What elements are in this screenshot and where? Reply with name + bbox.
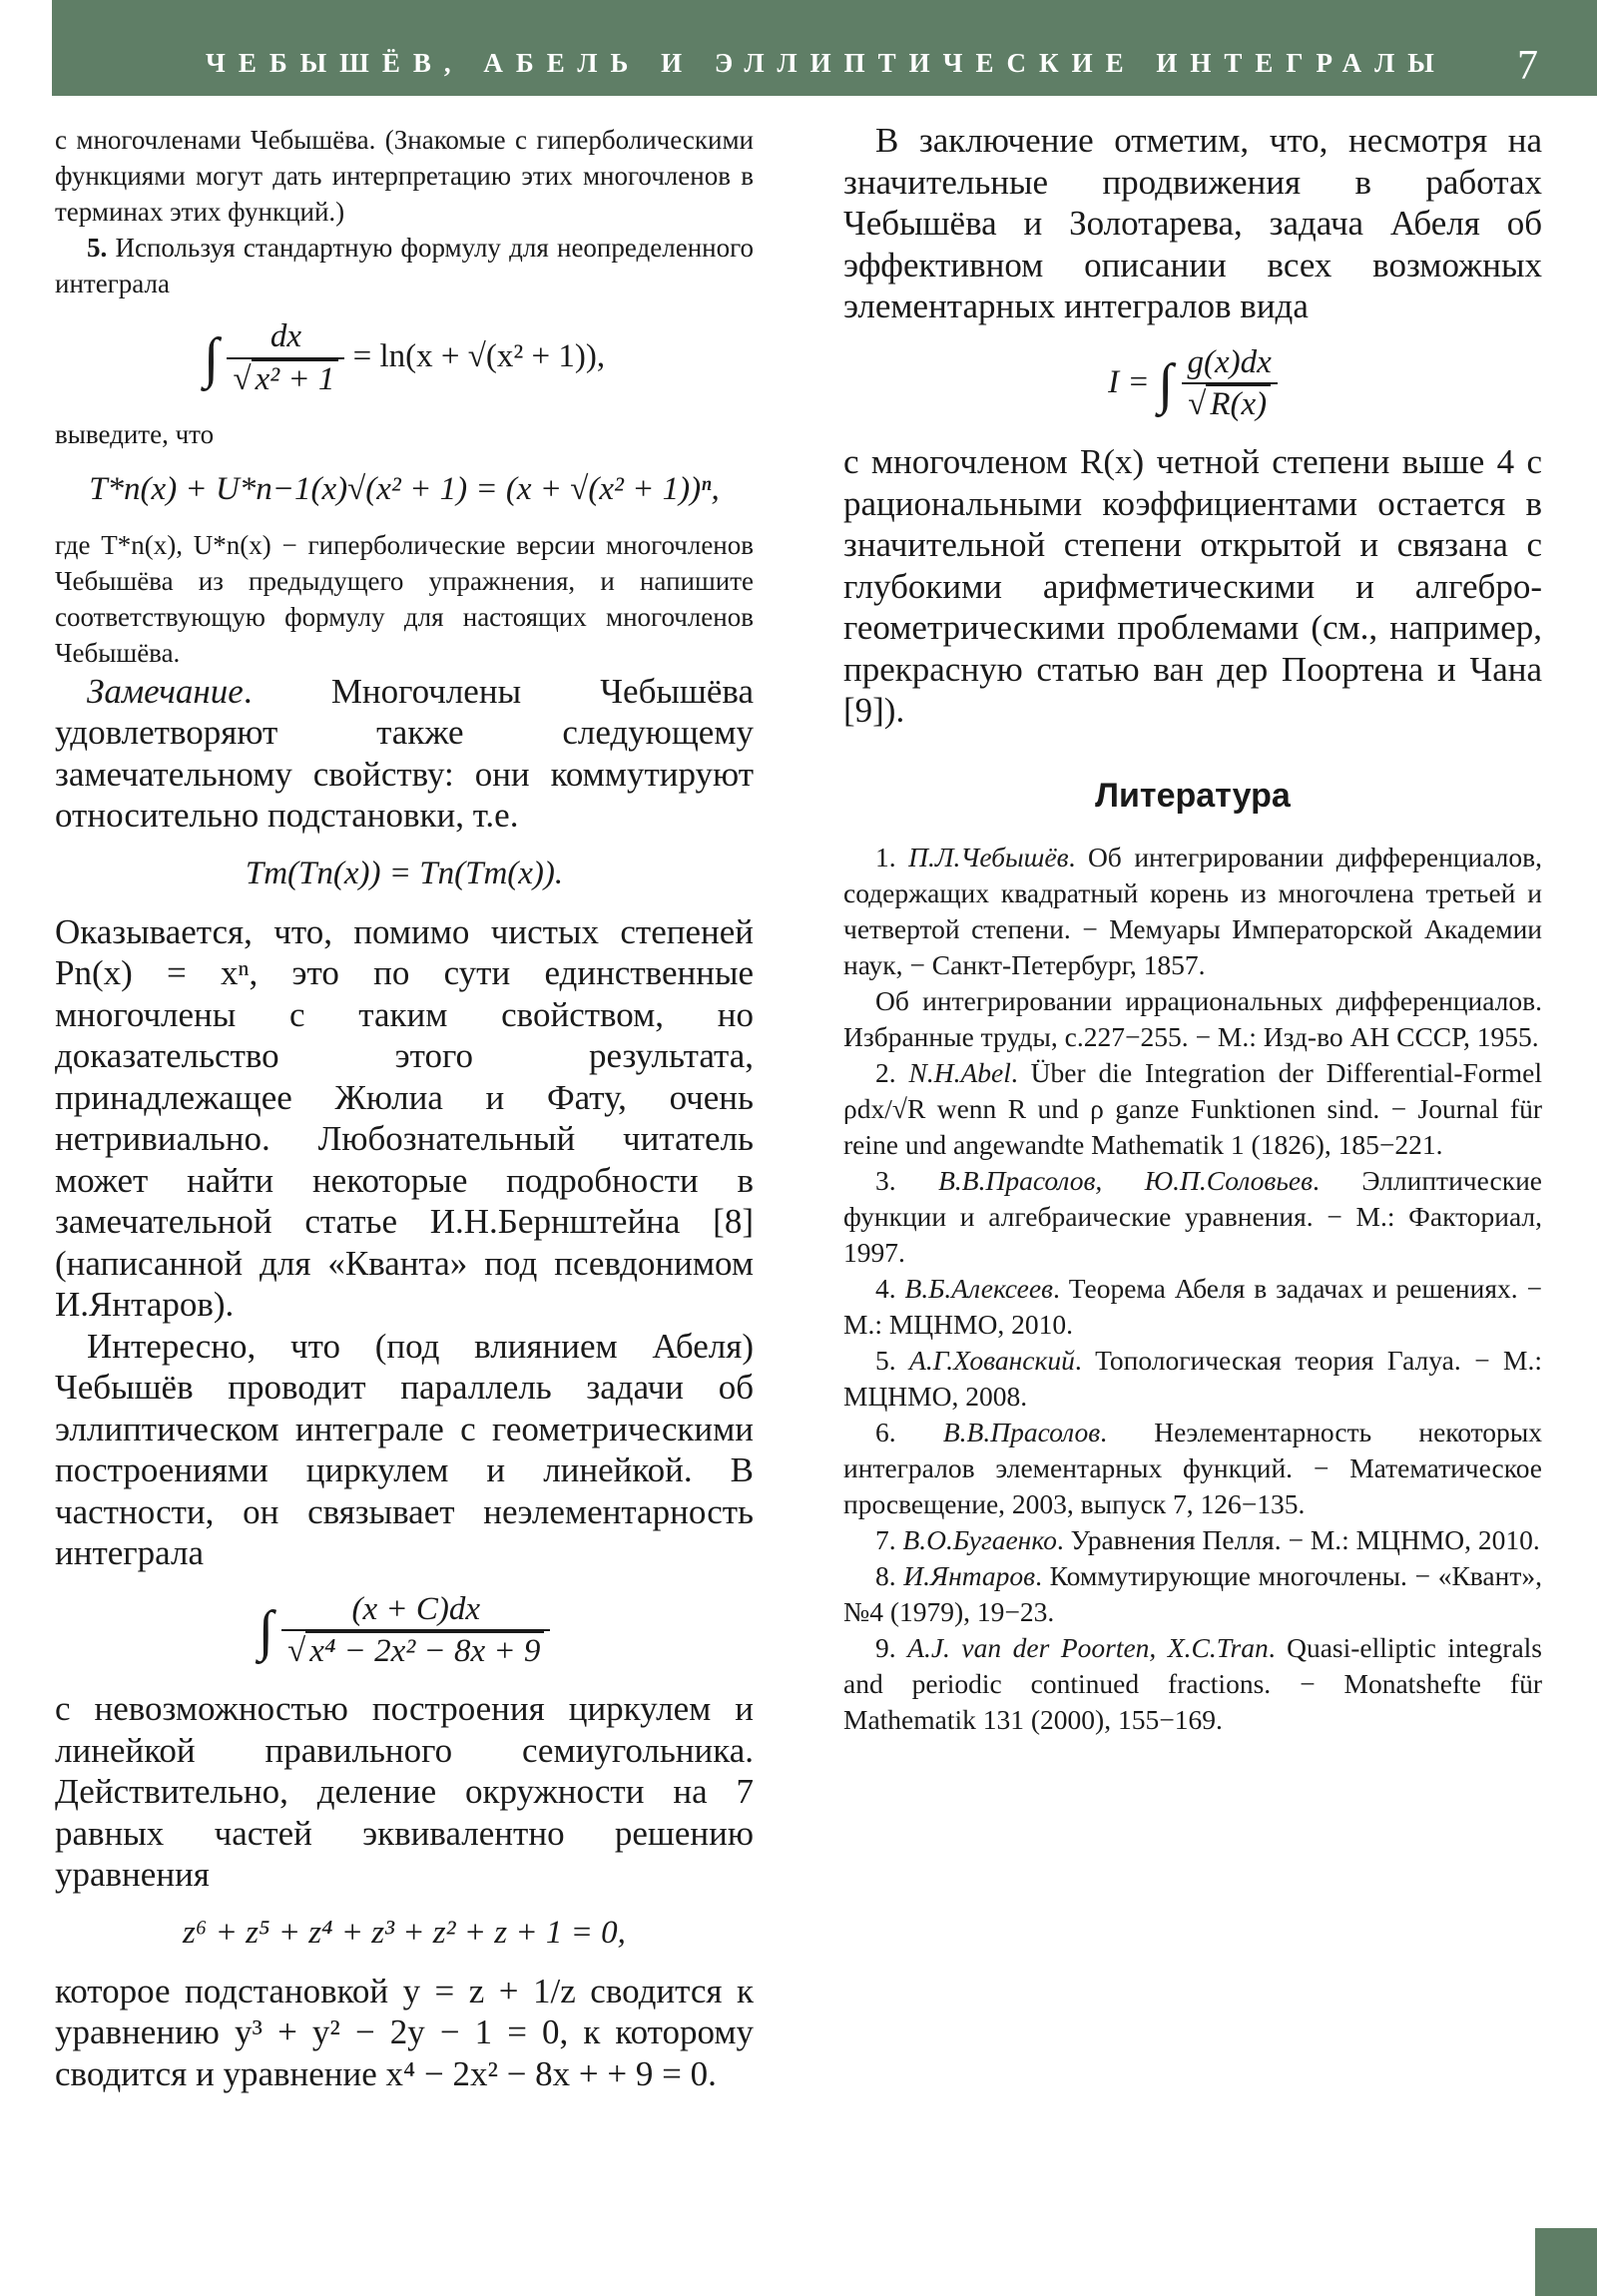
paragraph: выведите, что <box>55 418 215 449</box>
numerator: g(x)dx <box>1182 343 1278 385</box>
integral-sign: ∫ <box>1157 352 1174 415</box>
paragraph: где T*n(x), U*n(x) − гиперболические версии многочленов Чебышёва из предыдущего упражнения, и напишите соответствующую формулу для настоящих многочленов Чебышёва. <box>55 529 754 668</box>
right-column <box>843 120 1542 1738</box>
numerator: (x + C)dx <box>281 1590 550 1632</box>
reference-item: Об интегрировании иррациональных дифференциалов. Избранные труды, с.227−255. − М.: Изд-во АН СССР, 1955. <box>843 985 1542 1053</box>
denominator: √ x⁴ − 2x² − 8x + 9 <box>281 1631 550 1672</box>
reference-item: 4. В.Б.Алексеев. Теорема Абеля в задачах и решениях. − М.: МЦНМО, 2010. <box>843 1273 1542 1341</box>
integral-sign: ∫ <box>203 327 220 390</box>
reference-item: 6. В.В.Прасолов. Неэлементарность некоторых интегралов элементарных функций. − Математическое просвещение, 2003, выпуск 7, 126−135. <box>843 1417 1543 1520</box>
remark <box>55 671 754 837</box>
paragraph: с многочленом R(x) четной степени выше 4 с рациональными коэффициентами остается в значительной степени открытой и связана с глубокими арифметическими и алгебро-геометрическими проблемами (см., например, прекрасную статью ван дер Поортена и Чана [9]). <box>843 442 1542 731</box>
running-title: ЧЕБЫШЁВ, АБЕЛЬ И ЭЛЛИПТИЧЕСКИЕ ИНТЕГРАЛЫ <box>206 48 1447 78</box>
reference-item: 1. П.Л.Чебышёв. Об интегрировании дифференциалов, содержащих квадратный корень из многочлена третьей и четвертой степени. − Мемуары Императорской Академии наук, − Санкт-Петербург, 1857. <box>843 842 1543 981</box>
fraction <box>227 317 344 400</box>
reference-item: 5. А.Г.Хованский. Топологическая теория Галуа. − М.: МЦНМО, 2008. <box>843 1345 1543 1413</box>
paragraph: которое подстановкой y = z + 1/z сводится к уравнению y³ + y² − 2y − 1 = 0, к которому сводится и уравнение x⁴ − 2x² − 8x + + 9 = 0. <box>55 1971 754 2093</box>
remark-text: . Многочлены Чебышёва удовлетворяют также следующему замечательному свойству: они коммутируют относительно подстановки, т.е. <box>55 671 754 836</box>
fraction <box>1182 343 1278 426</box>
references-heading: Литература <box>1095 776 1291 815</box>
integral-sign: ∫ <box>258 1599 273 1662</box>
paragraph: В заключение отметим, что, несмотря на значительные продвижения в работах Чебышёва и Золотарева, задача Абеля об эффективном описании всех возможных элементарных интегралов вида <box>843 121 1542 325</box>
exercise-text: Используя стандартную формулу для неопределенного интеграла <box>55 233 754 298</box>
reference-item: 8. И.Янтаров. Коммутирующие многочлены. − «Квант», №4 (1979), 19−23. <box>843 1560 1542 1628</box>
paragraph: с многочленами Чебышёва. (Знакомые с гиперболическими функциями могут дать интерпретацию этих многочленов в терминах этих функций.) <box>55 125 754 227</box>
left-column <box>55 122 754 2094</box>
paragraph: с невозможностью построения циркулем и линейкой правильного семиугольника. Действительно, деление окружности на 7 равных частей эквивалентно решению уравнения <box>55 1689 754 1895</box>
formula-integral-2 <box>55 1590 754 1673</box>
reference-item: 3. В.В.Прасолов, Ю.П.Соловьев. Эллиптические функции и алгебраические уравнения. − М.: Факториал, 1997. <box>843 1165 1542 1269</box>
numerator: dx <box>227 317 344 359</box>
formula-lhs: I = <box>1108 363 1150 400</box>
footer-accent-block <box>1535 2228 1597 2296</box>
denominator: √ R(x) <box>1182 384 1278 425</box>
formula-polynomial: z⁶ + z⁵ + z⁴ + z³ + z² + z + 1 = 0, <box>183 1914 626 1951</box>
reference-item: 9. A.J. van der Poorten, X.C.Tran. Quasi-elliptic integrals and periodic continued fractions. − Monatshefte für Mathematik 131 (2000), 155−169. <box>843 1632 1543 1736</box>
formula-commute: Tm(Tn(x)) = Tn(Tm(x)). <box>245 855 564 891</box>
formula-integral-3 <box>843 343 1542 426</box>
exercise-5 <box>55 230 754 301</box>
page-header <box>52 0 1597 96</box>
formula-integral-1 <box>55 317 754 400</box>
reference-item: 7. В.О.Бугаенко. Уравнения Пелля. − М.: МЦНМО, 2010. <box>875 1524 1540 1556</box>
reference-item: 2. N.H.Abel. Über die Integration der Differential-Formel ρdx/√R wenn R und ρ ganze Funktionen sind. − Journal für reine und angewandte Mathematik 1 (1826), 185−221. <box>843 1057 1542 1161</box>
fraction <box>281 1590 550 1673</box>
exercise-number: 5. <box>87 233 108 263</box>
remark-label: Замечание <box>87 671 244 711</box>
paragraph: Интересно, что (под влиянием Абеля) Чебышёв проводит параллель задачи об эллиптическом интеграле с геометрическими построениями циркулем и линейкой. В частности, он связывает неэлементарность интеграла <box>55 1326 754 1573</box>
references-list <box>843 840 1542 1738</box>
formula-rhs: = ln(x + √(x² + 1)), <box>352 338 606 374</box>
denominator: √ x² + 1 <box>227 359 344 400</box>
formula-hyperbolic: T*n(x) + U*n−1(x)√(x² + 1) = (x + √(x² + 1))ⁿ, <box>89 470 720 507</box>
paragraph: Оказывается, что, помимо чистых степеней Pn(x) = xⁿ, это по сути единственные многочлены с таким свойством, но доказательство этого результата, принадлежащее Жюлиа и Фату, очень нетривиально. Любознательный читатель может найти некоторые подробности в замечательной статье И.Н.Бернштейна [8] (написанной для «Кванта» под псевдонимом И.Янтаров). <box>55 911 754 1325</box>
page-number: 7 <box>1517 43 1538 89</box>
